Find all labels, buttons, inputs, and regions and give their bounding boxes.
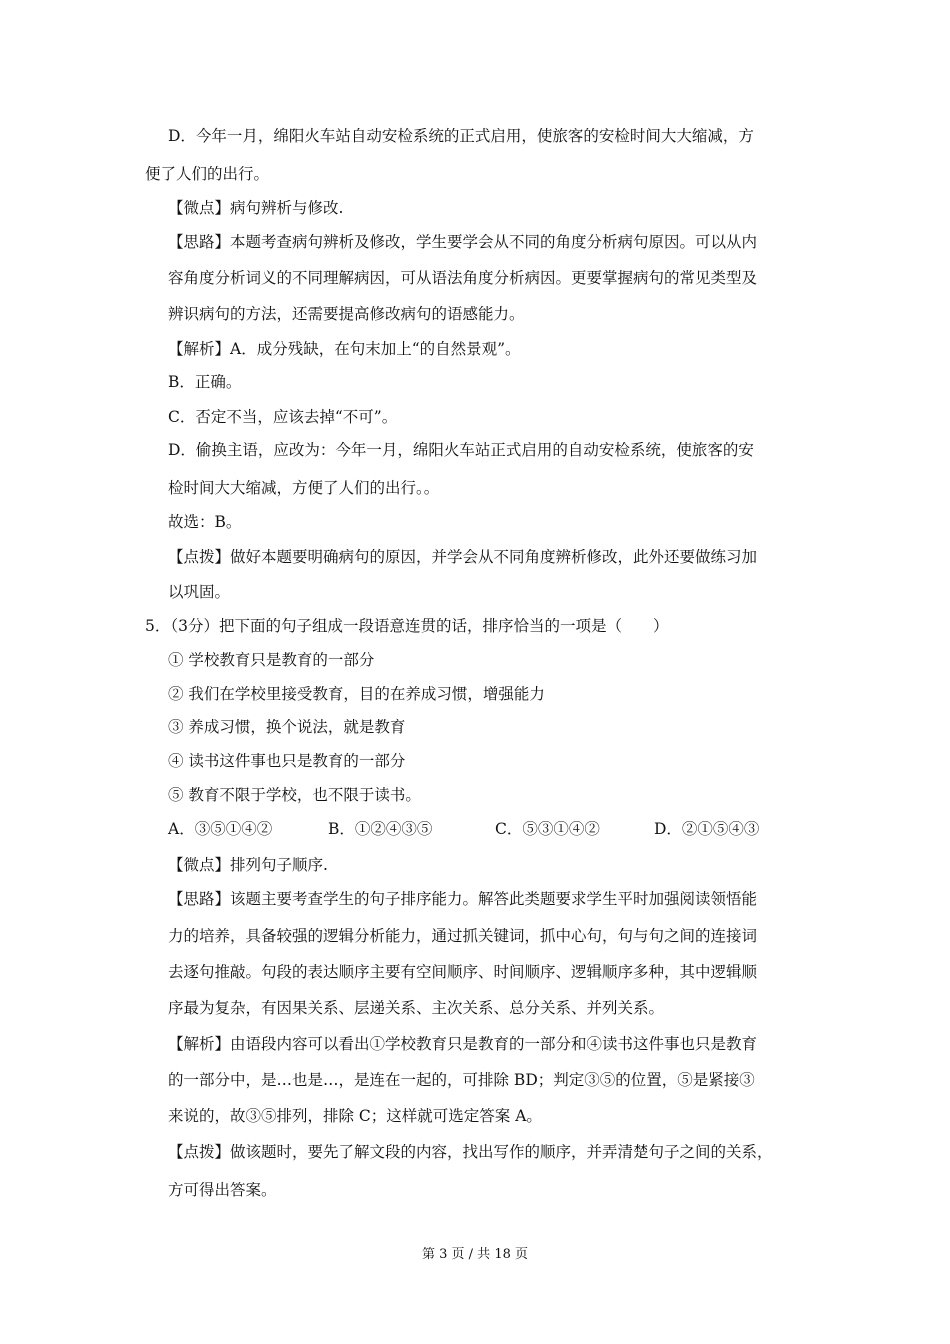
q4-option-d-line2: 便了人们的出行。 (145, 165, 270, 183)
q5-silu-line1: 【思路】该题主要考查学生的句子排序能力。解答此类题要求学生平时加强阅读领悟能 (168, 890, 758, 908)
q5-silu-line4: 序最为复杂，有因果关系、层递关系、主次关系、总分关系、并列关系。 (168, 999, 665, 1017)
q4-jiexi-a: 【解析】A．成分残缺，在句末加上“的自然景观”。 (168, 340, 521, 358)
q5-sentence-1: ① 学校教育只是教育的一部分 (168, 651, 375, 669)
q5-option-c: C．⑤③①④② (495, 820, 600, 838)
q5-silu-line2: 力的培养，具备较强的逻辑分析能力，通过抓关键词，抓中心句，句与句之间的连接词 (168, 927, 758, 945)
q5-dianbo-line2: 方可得出答案。 (168, 1181, 277, 1199)
q5-jiexi-line2: 的一部分中，是…也是…，是连在一起的，可排除 BD；判定③⑤的位置，⑤是紧接③ (168, 1071, 755, 1089)
q5-jiexi-line1: 【解析】由语段内容可以看出①学校教育只是教育的一部分和④读书这件事也只是教育 (168, 1035, 758, 1053)
q5-sentence-3: ③ 养成习惯，换个说法，就是教育 (168, 718, 406, 736)
q5-stem: 5．（3分）把下面的句子组成一段语意连贯的话，排序恰当的一项是（ ） (145, 617, 669, 635)
q4-jiexi-c: C．否定不当，应该去掉“不可”。 (168, 408, 398, 426)
q4-jiexi-d-line2: 检时间大大缩减，方便了人们的出行。。 (168, 479, 440, 497)
q5-weidian: 【微点】排列句子顺序. (168, 856, 328, 874)
q5-options (168, 818, 808, 840)
q5-option-d: D．②①⑤④③ (654, 820, 760, 838)
q4-silu-line1: 【思路】本题考查病句辨析及修改，学生要学会从不同的角度分析病句原因。可以从内 (168, 233, 758, 251)
q5-option-b: B．①②④③⑤ (328, 820, 433, 838)
q4-option-d-line1: D．今年一月，绵阳火车站自动安检系统的正式启用，使旅客的安检时间大大缩减，方 (168, 127, 754, 145)
q5-sentence-5: ⑤ 教育不限于学校，也不限于读书。 (168, 786, 421, 804)
q5-silu-line3: 去逐句推敲。句段的表达顺序主要有空间顺序、时间顺序、逻辑顺序多种，其中逻辑顺 (168, 963, 758, 981)
q5-sentence-4: ④ 读书这件事也只是教育的一部分 (168, 752, 406, 770)
q5-sentence-2: ② 我们在学校里接受教育，目的在养成习惯，增强能力 (168, 685, 545, 703)
q4-silu-line2: 容角度分析词义的不同理解病因，可从语法角度分析病因。更要掌握病句的常见类型及 (168, 269, 758, 287)
q5-dianbo-line1: 【点拨】做该题时，要先了解文段的内容，找出写作的顺序，并弄清楚句子之间的关系， (168, 1143, 773, 1161)
q4-jiexi-b: B．正确。 (168, 373, 242, 391)
q4-dianbo-line1: 【点拨】做好本题要明确病句的原因，并学会从不同角度辨析修改，此外还要做练习加 (168, 548, 758, 566)
q4-jiexi-d-line1: D．偷换主语，应改为：今年一月，绵阳火车站正式启用的自动安检系统，使旅客的安 (168, 441, 754, 459)
q4-answer: 故选：B。 (168, 513, 242, 531)
q4-silu-line3: 辨识病句的方法，还需要提高修改病句的语感能力。 (168, 305, 525, 323)
page-footer: 第 3 页 / 共 18 页 (422, 1247, 528, 1262)
q4-weidian: 【微点】病句辨析与修改. (168, 199, 344, 217)
q4-dianbo-line2: 以巩固。 (168, 583, 231, 601)
q5-jiexi-line3: 来说的，故③⑤排列，排除 C；这样就可选定答案 A。 (168, 1107, 542, 1125)
q5-option-a: A．③⑤①④② (168, 820, 273, 838)
